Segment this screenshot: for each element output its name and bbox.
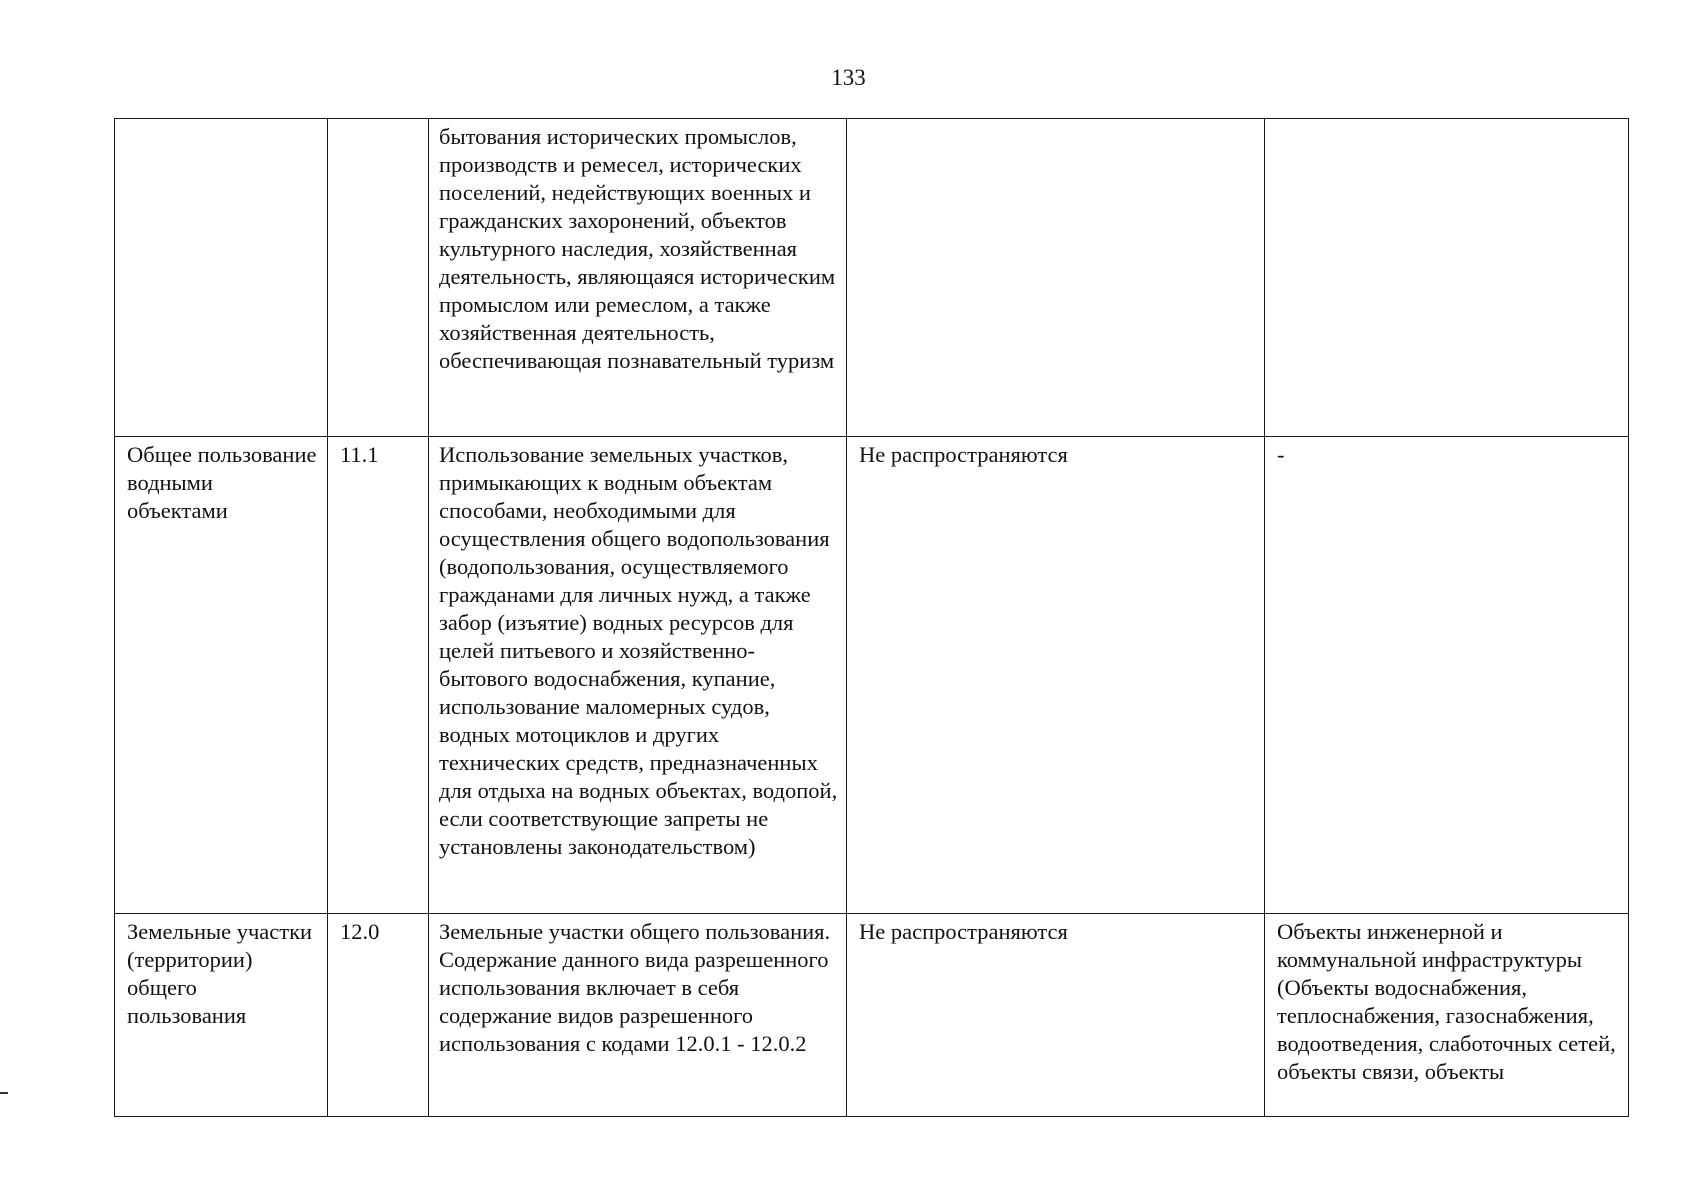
use-description-cell: Земельные участки общего пользования. Содержание данного вида разрешенного использования включает в себя содержание видов разрешенного использования с кодами 12.0.1 - 12.0.2	[429, 914, 847, 1117]
use-name-cell: Общее пользование водными объектами	[115, 437, 328, 914]
use-name-cell	[115, 119, 328, 437]
table-row	[115, 119, 1629, 437]
table-row	[115, 914, 1629, 1117]
table-row	[115, 437, 1629, 914]
parameters-cell: Не распространяются	[847, 437, 1265, 914]
parameters-cell	[847, 119, 1265, 437]
use-code-cell	[328, 119, 429, 437]
objects-cell: -	[1265, 437, 1629, 914]
objects-cell	[1265, 119, 1629, 437]
objects-cell: Объекты инженерной и коммунальной инфраструктуры (Объекты водоснабжения, теплоснабжения, газоснабжения, водоотведения, слаботочных сетей, объекты связи, объекты	[1265, 914, 1629, 1117]
parameters-cell: Не распространяются	[847, 914, 1265, 1117]
use-description-cell: бытования исторических промыслов, производств и ремесел, исторических поселений, недействующих военных и гражданских захоронений, объектов культурного наследия, хозяйственная деятельность, являющаяся историческим промыслом или ремеслом, а также хозяйственная деятельность, обеспечивающая познавательный туризм	[429, 119, 847, 437]
use-description-cell: Использование земельных участков, примыкающих к водным объектам способами, необходимыми для осуществления общего водопользования (водопользования, осуществляемого гражданами для личных нужд, а также забор (изъятие) водных ресурсов для целей питьевого и хозяйственно-бытового водоснабжения, купание, использование маломерных судов, водных мотоциклов и других технических средств, предназначенных для отдыха на водных объектах, водопой, если соответствующие запреты не установлены законодательством)	[429, 437, 847, 914]
scan-edge-mark	[0, 1092, 8, 1094]
use-code-cell: 11.1	[328, 437, 429, 914]
land-use-table	[114, 118, 1629, 1117]
page-number: 133	[831, 65, 866, 90]
use-code-cell: 12.0	[328, 914, 429, 1117]
use-name-cell: Земельные участки (территории) общего пользования	[115, 914, 328, 1117]
